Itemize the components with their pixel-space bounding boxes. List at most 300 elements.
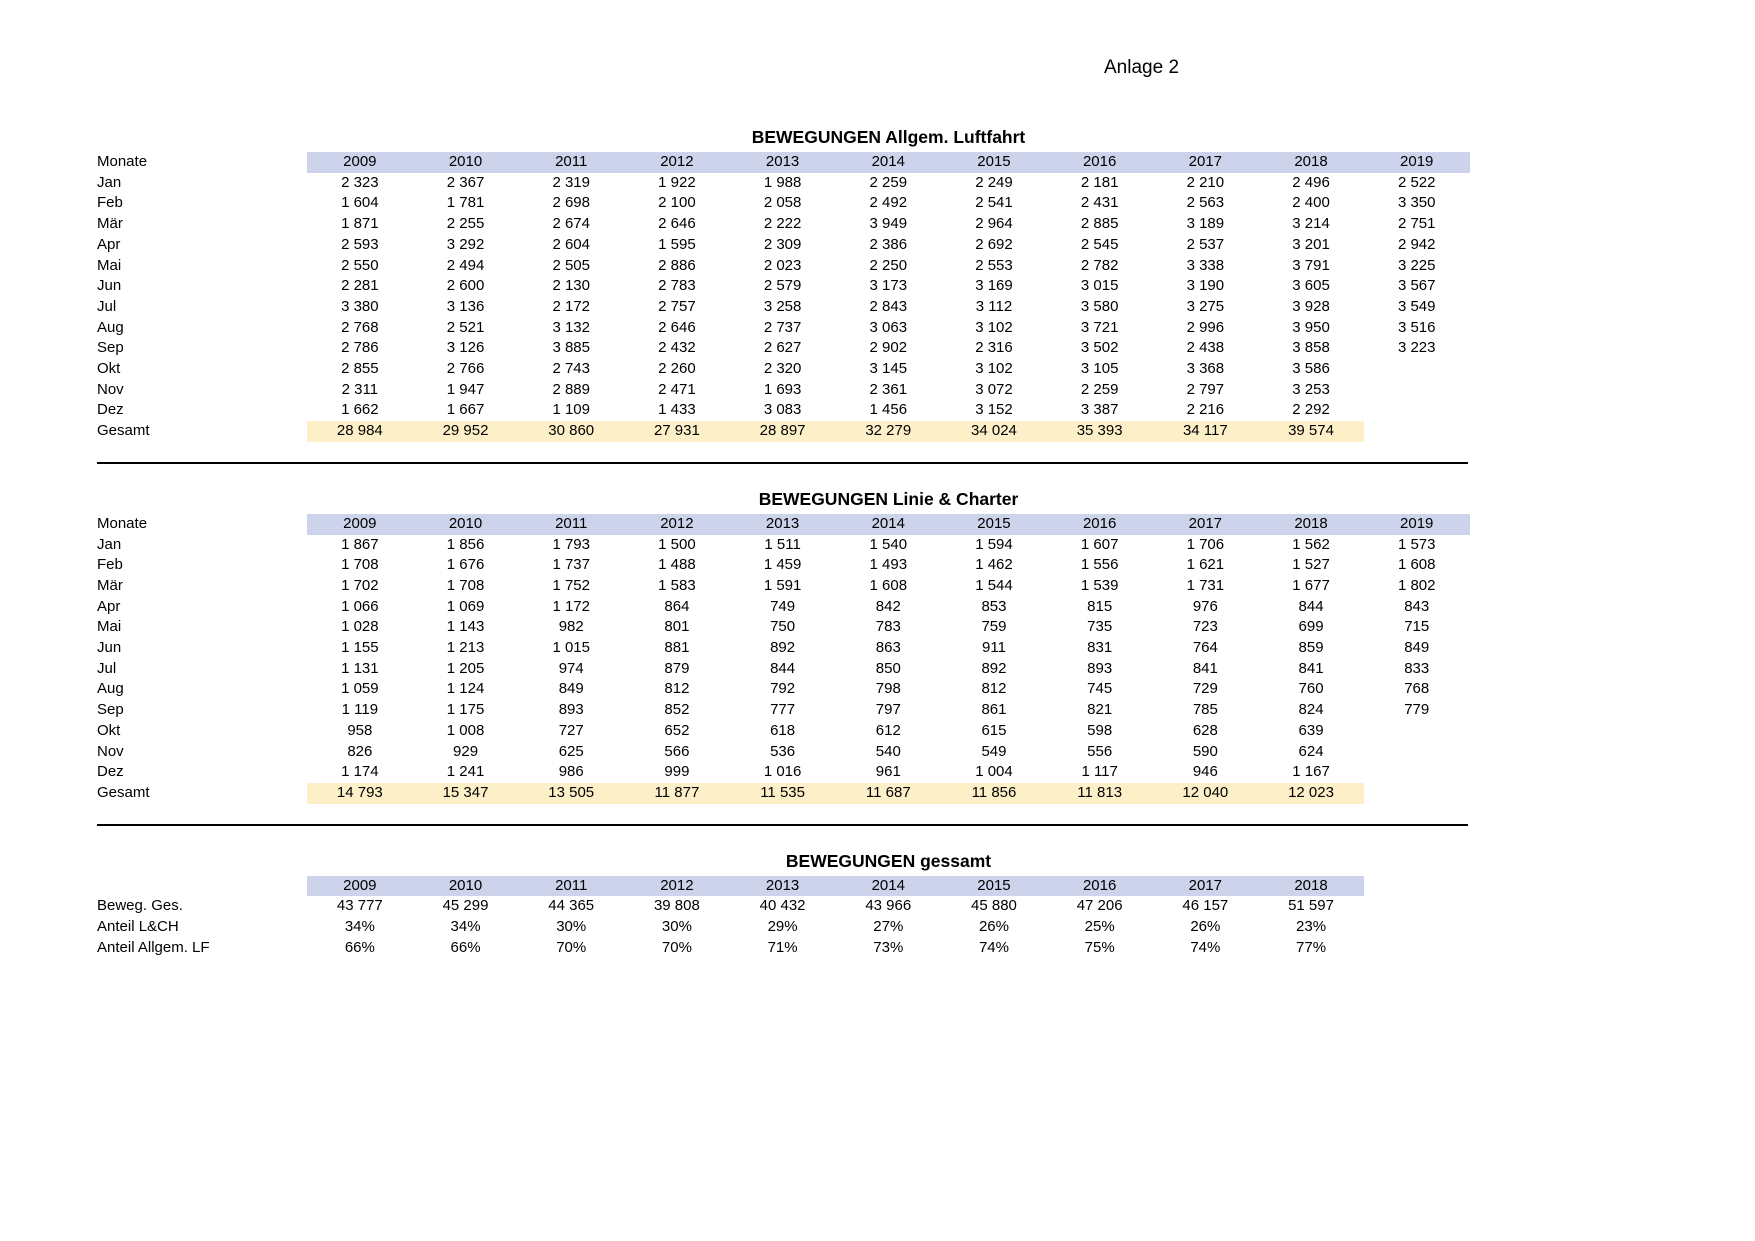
value-cell: 74% bbox=[1190, 938, 1221, 956]
value-cell: 892 bbox=[770, 639, 796, 657]
value-cell: 70% bbox=[556, 938, 587, 956]
year-header: 2010 bbox=[413, 152, 519, 173]
value-cell: 745 bbox=[1087, 680, 1113, 698]
value-cell: 843 bbox=[1404, 597, 1430, 615]
value-cell: 831 bbox=[1087, 639, 1113, 657]
value-cell: 1 867 bbox=[341, 535, 379, 553]
value-cell: 3 275 bbox=[1186, 297, 1225, 315]
value-cell: 3 102 bbox=[975, 318, 1013, 336]
total-cell: 35 393 bbox=[1047, 421, 1153, 442]
value-cell: 892 bbox=[981, 659, 1007, 677]
value-cell: 958 bbox=[347, 721, 373, 739]
value-cell: 976 bbox=[1192, 597, 1218, 615]
value-cell: 2 521 bbox=[446, 318, 485, 336]
data-row bbox=[97, 235, 1470, 256]
value-cell: 1 462 bbox=[975, 556, 1013, 574]
total-cell: 11 535 bbox=[730, 783, 836, 804]
data-row bbox=[97, 617, 1470, 638]
value-cell: 1 677 bbox=[1292, 576, 1330, 594]
value-cell: 2 367 bbox=[446, 173, 485, 191]
value-cell: 590 bbox=[1192, 742, 1218, 760]
row-label: Okt bbox=[97, 360, 121, 378]
year-header: 2018 bbox=[1258, 152, 1364, 173]
data-row bbox=[97, 297, 1470, 318]
table-title-gesamt: BEWEGUNGEN gessamt bbox=[785, 850, 992, 871]
value-cell: 783 bbox=[875, 618, 901, 636]
value-cell: 2 432 bbox=[658, 339, 696, 357]
row-label: Anteil Allgem. LF bbox=[97, 938, 210, 956]
header-row bbox=[97, 514, 1470, 535]
total-cell: 39 574 bbox=[1258, 421, 1364, 442]
value-cell: 46 157 bbox=[1182, 897, 1229, 915]
value-cell: 1 607 bbox=[1080, 535, 1119, 553]
row-label: Aug bbox=[97, 680, 124, 698]
value-cell: 1 540 bbox=[869, 535, 908, 553]
value-cell: 1 708 bbox=[446, 576, 485, 594]
value-cell: 29% bbox=[767, 918, 798, 936]
value-cell bbox=[1364, 721, 1470, 742]
year-header: 2015 bbox=[941, 876, 1047, 897]
data-row bbox=[97, 193, 1470, 214]
value-cell: 2 400 bbox=[1292, 194, 1330, 212]
value-cell: 3 063 bbox=[869, 318, 908, 336]
value-cell: 3 858 bbox=[1292, 339, 1330, 357]
value-cell bbox=[1364, 380, 1470, 401]
value-cell: 2 320 bbox=[763, 360, 802, 378]
value-cell: 2 292 bbox=[1292, 401, 1330, 419]
header-row bbox=[97, 876, 1364, 897]
value-cell: 51 597 bbox=[1288, 897, 1334, 915]
total-cell: 28 984 bbox=[307, 421, 413, 442]
value-cell: 1 676 bbox=[446, 556, 485, 574]
value-cell: 1 781 bbox=[446, 194, 485, 212]
value-cell: 2 698 bbox=[552, 194, 590, 212]
value-cell: 3 380 bbox=[341, 297, 379, 315]
value-cell: 40 432 bbox=[759, 897, 806, 915]
value-cell: 1 871 bbox=[341, 215, 379, 233]
year-header: 2014 bbox=[835, 876, 941, 897]
value-cell: 2 181 bbox=[1080, 173, 1119, 191]
value-cell: 2 783 bbox=[658, 277, 696, 295]
value-cell: 1 988 bbox=[763, 173, 802, 191]
row-label: Jan bbox=[97, 173, 122, 191]
value-cell: 2 323 bbox=[341, 173, 379, 191]
table-allgemeine-luftfahrt bbox=[97, 152, 1470, 442]
year-header: 2016 bbox=[1047, 514, 1153, 535]
value-cell: 66% bbox=[344, 938, 375, 956]
total-cell: 34 024 bbox=[941, 421, 1047, 442]
section-gesamt bbox=[97, 850, 1470, 959]
value-cell: 2 766 bbox=[446, 360, 485, 378]
total-cell bbox=[1364, 421, 1470, 442]
year-header: 2009 bbox=[307, 152, 413, 173]
value-cell: 2 260 bbox=[658, 360, 696, 378]
value-cell: 824 bbox=[1298, 701, 1324, 719]
value-cell: 982 bbox=[558, 618, 584, 636]
value-cell: 2 886 bbox=[658, 256, 696, 274]
value-cell: 841 bbox=[1192, 659, 1218, 677]
year-header: 2019 bbox=[1364, 514, 1470, 535]
value-cell: 3 083 bbox=[763, 401, 802, 419]
value-cell: 2 692 bbox=[975, 235, 1013, 253]
total-cell: 11 856 bbox=[941, 783, 1047, 804]
value-cell: 3 258 bbox=[763, 297, 802, 315]
value-cell: 26% bbox=[978, 918, 1009, 936]
value-cell: 2 843 bbox=[869, 297, 908, 315]
total-cell: 28 897 bbox=[730, 421, 836, 442]
value-cell: 1 175 bbox=[446, 701, 485, 719]
data-row bbox=[97, 173, 1470, 194]
year-header: 2016 bbox=[1047, 152, 1153, 173]
data-row bbox=[97, 555, 1470, 576]
value-cell: 1 706 bbox=[1186, 535, 1225, 553]
value-cell: 911 bbox=[982, 639, 1006, 657]
year-header: 2015 bbox=[941, 514, 1047, 535]
table-linie-charter bbox=[97, 514, 1470, 804]
value-cell: 946 bbox=[1192, 763, 1218, 781]
data-row bbox=[97, 338, 1470, 359]
value-cell: 3 338 bbox=[1186, 256, 1225, 274]
value-cell: 3 223 bbox=[1397, 339, 1436, 357]
row-label: Mai bbox=[97, 618, 122, 636]
row-label: Dez bbox=[97, 763, 124, 781]
value-cell: 3 605 bbox=[1292, 277, 1330, 295]
value-cell: 879 bbox=[664, 659, 690, 677]
value-cell: 1 015 bbox=[552, 639, 590, 657]
value-cell: 30% bbox=[661, 918, 692, 936]
year-header: 2012 bbox=[624, 876, 730, 897]
value-cell: 1 856 bbox=[446, 535, 485, 553]
value-cell: 821 bbox=[1087, 701, 1113, 719]
value-cell: 785 bbox=[1192, 701, 1218, 719]
year-header: 2018 bbox=[1258, 514, 1364, 535]
row-label: Mär bbox=[97, 215, 123, 233]
value-cell: 1 117 bbox=[1081, 763, 1118, 781]
value-cell: 3 173 bbox=[869, 277, 908, 295]
value-cell: 25% bbox=[1084, 918, 1115, 936]
value-cell: 23% bbox=[1296, 918, 1327, 936]
year-header: 2014 bbox=[835, 152, 941, 173]
data-row bbox=[97, 380, 1470, 401]
value-cell: 1 583 bbox=[658, 576, 696, 594]
value-cell: 844 bbox=[1298, 597, 1324, 615]
value-cell: 598 bbox=[1087, 721, 1113, 739]
content-area bbox=[97, 0, 1470, 959]
value-cell: 536 bbox=[770, 742, 796, 760]
value-cell: 73% bbox=[873, 938, 904, 956]
value-cell: 1 608 bbox=[1397, 556, 1436, 574]
value-cell: 850 bbox=[875, 659, 901, 677]
value-cell: 750 bbox=[770, 618, 796, 636]
value-cell: 863 bbox=[875, 639, 901, 657]
value-cell: 45 880 bbox=[971, 897, 1017, 915]
value-cell: 1 008 bbox=[446, 721, 485, 739]
value-cell: 549 bbox=[981, 742, 1007, 760]
value-cell: 2 996 bbox=[1186, 318, 1225, 336]
value-cell: 841 bbox=[1298, 659, 1324, 677]
year-header: 2013 bbox=[730, 152, 836, 173]
value-cell: 3 580 bbox=[1080, 297, 1119, 315]
value-cell: 699 bbox=[1298, 618, 1324, 636]
value-cell: 2 553 bbox=[975, 256, 1013, 274]
value-cell: 2 627 bbox=[763, 339, 802, 357]
value-cell: 2 855 bbox=[341, 360, 379, 378]
total-cell: 13 505 bbox=[518, 783, 624, 804]
total-cell: 32 279 bbox=[835, 421, 941, 442]
value-cell: 3 721 bbox=[1080, 318, 1119, 336]
annotation: Anlage 2 bbox=[1104, 57, 1180, 78]
value-cell: 861 bbox=[981, 701, 1007, 719]
value-cell: 3 885 bbox=[552, 339, 590, 357]
value-cell: 3 102 bbox=[975, 360, 1013, 378]
section-divider bbox=[97, 462, 1468, 464]
value-cell: 1 662 bbox=[341, 401, 379, 419]
value-cell: 556 bbox=[1087, 742, 1113, 760]
year-header: 2012 bbox=[624, 152, 730, 173]
value-cell: 1 544 bbox=[975, 576, 1013, 594]
value-cell: 2 550 bbox=[341, 256, 379, 274]
value-cell: 34% bbox=[450, 918, 481, 936]
header-row bbox=[97, 152, 1470, 173]
value-cell: 1 595 bbox=[658, 235, 696, 253]
year-header: 2011 bbox=[518, 152, 624, 173]
value-cell: 2 130 bbox=[552, 277, 590, 295]
value-cell: 3 072 bbox=[975, 380, 1013, 398]
value-cell: 768 bbox=[1404, 680, 1430, 698]
value-cell: 2 249 bbox=[975, 173, 1013, 191]
total-cell: 11 687 bbox=[835, 783, 941, 804]
label-column-header: Monate bbox=[97, 514, 148, 532]
total-cell: 12 040 bbox=[1153, 783, 1259, 804]
value-cell: 70% bbox=[661, 938, 692, 956]
value-cell: 999 bbox=[664, 763, 690, 781]
value-cell: 881 bbox=[664, 639, 690, 657]
total-cell: 14 793 bbox=[307, 783, 413, 804]
year-header: 2015 bbox=[941, 152, 1047, 173]
value-cell: 3 105 bbox=[1080, 360, 1119, 378]
value-cell: 1 621 bbox=[1186, 556, 1225, 574]
total-row bbox=[97, 421, 1470, 442]
value-cell: 43 966 bbox=[865, 897, 912, 915]
value-cell: 1 174 bbox=[341, 763, 379, 781]
year-header: 2016 bbox=[1047, 876, 1153, 897]
data-row bbox=[97, 742, 1470, 763]
value-cell: 760 bbox=[1298, 680, 1324, 698]
value-cell: 1 119 bbox=[341, 701, 379, 719]
value-cell: 74% bbox=[978, 938, 1009, 956]
value-cell: 2 786 bbox=[341, 339, 379, 357]
year-header: 2017 bbox=[1153, 876, 1259, 897]
value-cell: 3 368 bbox=[1186, 360, 1225, 378]
value-cell: 2 494 bbox=[446, 256, 485, 274]
value-cell: 2 471 bbox=[658, 380, 696, 398]
value-cell: 826 bbox=[347, 742, 373, 760]
value-cell: 2 309 bbox=[763, 235, 802, 253]
value-cell: 1 527 bbox=[1292, 556, 1330, 574]
value-cell: 628 bbox=[1192, 721, 1218, 739]
value-cell: 2 751 bbox=[1397, 215, 1436, 233]
value-cell: 2 646 bbox=[658, 215, 696, 233]
value-cell: 792 bbox=[770, 680, 796, 698]
value-cell: 1 131 bbox=[341, 659, 379, 677]
value-cell: 3 214 bbox=[1292, 215, 1330, 233]
data-row bbox=[97, 721, 1470, 742]
row-label: Jul bbox=[97, 297, 117, 315]
value-cell: 2 541 bbox=[975, 194, 1013, 212]
value-cell: 1 004 bbox=[975, 763, 1013, 781]
total-cell bbox=[1364, 783, 1470, 804]
row-label: Nov bbox=[97, 742, 124, 760]
row-label: Nov bbox=[97, 380, 124, 398]
table-title-linie-charter: BEWEGUNGEN Linie & Charter bbox=[758, 488, 1019, 509]
row-label: Feb bbox=[97, 556, 123, 574]
total-cell: 30 860 bbox=[518, 421, 624, 442]
value-cell: 3 190 bbox=[1186, 277, 1225, 295]
value-cell: 30% bbox=[556, 918, 587, 936]
value-cell: 66% bbox=[450, 938, 481, 956]
value-cell bbox=[1364, 400, 1470, 421]
value-cell: 3 253 bbox=[1292, 380, 1330, 398]
value-cell: 1 591 bbox=[763, 576, 802, 594]
value-cell: 2 563 bbox=[1186, 194, 1225, 212]
year-header: 2012 bbox=[624, 514, 730, 535]
value-cell: 815 bbox=[1087, 597, 1113, 615]
row-label: Sep bbox=[97, 339, 124, 357]
data-row bbox=[97, 318, 1470, 339]
value-cell: 1 456 bbox=[869, 401, 908, 419]
value-cell: 2 593 bbox=[341, 235, 379, 253]
row-label: Anteil L&CH bbox=[97, 918, 179, 936]
value-cell: 3 387 bbox=[1080, 401, 1119, 419]
value-cell: 3 145 bbox=[869, 360, 908, 378]
value-cell: 3 292 bbox=[446, 235, 485, 253]
total-cell: 11 813 bbox=[1047, 783, 1153, 804]
year-header: 2018 bbox=[1258, 876, 1364, 897]
value-cell: 833 bbox=[1404, 659, 1430, 677]
value-cell: 1 205 bbox=[446, 659, 485, 677]
value-cell: 1 172 bbox=[552, 597, 590, 615]
year-header: 2011 bbox=[518, 514, 624, 535]
value-cell: 1 109 bbox=[552, 401, 590, 419]
value-cell: 1 539 bbox=[1080, 576, 1119, 594]
value-cell: 1 702 bbox=[341, 576, 379, 594]
value-cell: 3 152 bbox=[975, 401, 1013, 419]
value-cell: 2 216 bbox=[1186, 401, 1225, 419]
value-cell: 1 488 bbox=[658, 556, 696, 574]
data-row bbox=[97, 276, 1470, 297]
label-column-header: Monate bbox=[97, 153, 148, 170]
value-cell: 764 bbox=[1192, 639, 1218, 657]
value-cell: 2 250 bbox=[869, 256, 908, 274]
year-header: 2010 bbox=[413, 876, 519, 897]
value-cell: 974 bbox=[558, 659, 584, 677]
value-cell: 47 206 bbox=[1076, 897, 1123, 915]
value-cell: 893 bbox=[1087, 659, 1113, 677]
value-cell: 1 016 bbox=[763, 763, 802, 781]
value-cell: 2 492 bbox=[869, 194, 908, 212]
value-cell: 1 059 bbox=[341, 680, 379, 698]
value-cell: 1 737 bbox=[552, 556, 590, 574]
value-cell: 1 241 bbox=[446, 763, 485, 781]
value-cell: 3 126 bbox=[446, 339, 485, 357]
value-cell: 2 505 bbox=[552, 256, 590, 274]
data-row bbox=[97, 597, 1470, 618]
value-cell: 1 947 bbox=[446, 380, 485, 398]
value-cell: 727 bbox=[558, 721, 584, 739]
value-cell: 540 bbox=[875, 742, 901, 760]
data-row bbox=[97, 638, 1470, 659]
value-cell: 1 213 bbox=[446, 639, 485, 657]
total-cell: 29 952 bbox=[413, 421, 519, 442]
value-cell: 849 bbox=[558, 680, 584, 698]
value-cell: 2 646 bbox=[658, 318, 696, 336]
value-cell: 2 757 bbox=[658, 297, 696, 315]
value-cell: 3 350 bbox=[1397, 194, 1436, 212]
data-row bbox=[97, 679, 1470, 700]
value-cell: 618 bbox=[770, 721, 796, 739]
value-cell: 1 511 bbox=[764, 535, 801, 553]
table-gesamt bbox=[97, 876, 1470, 959]
total-cell: 11 877 bbox=[624, 783, 730, 804]
value-cell: 2 058 bbox=[763, 194, 802, 212]
total-cell: 15 347 bbox=[413, 783, 519, 804]
value-cell: 3 567 bbox=[1397, 277, 1436, 295]
data-row bbox=[97, 762, 1470, 783]
row-label: Feb bbox=[97, 194, 123, 212]
row-label: Mär bbox=[97, 576, 123, 594]
data-row bbox=[97, 400, 1470, 421]
value-cell: 2 431 bbox=[1080, 194, 1119, 212]
value-cell: 1 594 bbox=[975, 535, 1013, 553]
value-cell: 1 573 bbox=[1397, 535, 1436, 553]
value-cell: 844 bbox=[770, 659, 796, 677]
total-row bbox=[97, 783, 1470, 804]
value-cell: 1 667 bbox=[446, 401, 485, 419]
value-cell: 2 737 bbox=[763, 318, 802, 336]
year-header: 2013 bbox=[730, 876, 836, 897]
value-cell: 812 bbox=[664, 680, 690, 698]
value-cell: 864 bbox=[664, 597, 690, 615]
value-cell: 3 112 bbox=[975, 297, 1013, 315]
value-cell: 2 222 bbox=[763, 215, 802, 233]
value-cell: 3 169 bbox=[975, 277, 1013, 295]
value-cell: 3 950 bbox=[1292, 318, 1330, 336]
value-cell: 624 bbox=[1298, 742, 1324, 760]
value-cell: 2 537 bbox=[1186, 235, 1225, 253]
value-cell: 859 bbox=[1298, 639, 1324, 657]
value-cell: 1 802 bbox=[1397, 576, 1436, 594]
value-cell: 1 793 bbox=[552, 535, 590, 553]
value-cell: 1 155 bbox=[341, 639, 379, 657]
value-cell: 2 545 bbox=[1080, 235, 1119, 253]
value-cell: 2 743 bbox=[552, 360, 590, 378]
year-header: 2009 bbox=[307, 514, 413, 535]
value-cell: 26% bbox=[1190, 918, 1221, 936]
data-row bbox=[97, 938, 1364, 959]
value-cell: 2 782 bbox=[1080, 256, 1119, 274]
data-row bbox=[97, 896, 1364, 917]
value-cell: 1 069 bbox=[446, 597, 485, 615]
value-cell: 2 172 bbox=[552, 297, 590, 315]
value-cell: 2 768 bbox=[341, 318, 379, 336]
value-cell: 2 255 bbox=[446, 215, 485, 233]
year-header: 2019 bbox=[1364, 152, 1470, 173]
value-cell: 2 361 bbox=[869, 380, 908, 398]
value-cell: 812 bbox=[981, 680, 1007, 698]
value-cell: 801 bbox=[664, 618, 690, 636]
value-cell: 1 604 bbox=[341, 194, 379, 212]
data-table bbox=[97, 876, 1364, 959]
